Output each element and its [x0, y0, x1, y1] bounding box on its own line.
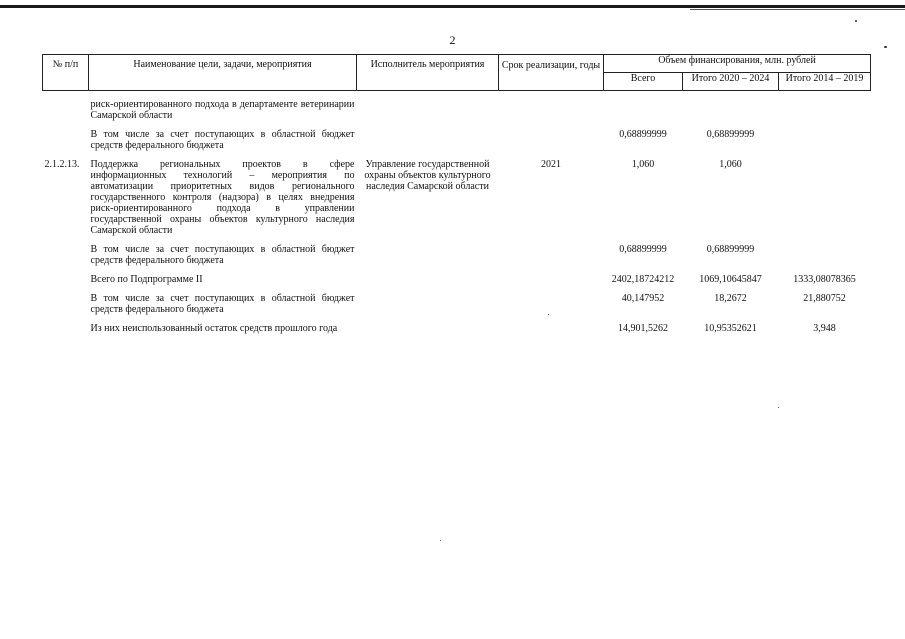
row-total-2014-2019	[779, 129, 871, 151]
row-num	[43, 99, 89, 121]
header-num: № п/п	[43, 55, 89, 91]
scan-speck	[855, 20, 857, 22]
row-num	[43, 244, 89, 266]
table-row	[43, 99, 871, 121]
row-total-2020-2024: 10,95352621	[704, 323, 757, 334]
row-name: Из них неиспользованный остаток средств прошлого года	[90, 323, 338, 334]
row-name: В том числе за счет поступающих в областной бюджет средств федерального бюджета	[90, 293, 355, 315]
row-total-2020-2024: 1,060	[719, 159, 742, 170]
row-name: В том числе за счет поступающих в областной бюджет средств федерального бюджета	[90, 129, 355, 151]
header-total: Всего	[604, 73, 683, 91]
row-total-2014-2019	[779, 244, 871, 266]
row-num	[43, 129, 89, 151]
row-term	[499, 274, 604, 285]
scan-speck	[440, 540, 441, 541]
row-executor	[357, 129, 499, 151]
row-term	[499, 129, 604, 151]
row-num	[43, 323, 89, 334]
row-executor	[357, 323, 499, 334]
row-executor	[357, 293, 499, 315]
row-executor	[357, 99, 499, 121]
row-term	[499, 244, 604, 266]
row-total	[604, 99, 683, 121]
row-num	[43, 293, 89, 315]
row-total: 0,68899999	[619, 129, 667, 140]
row-term: 2021	[541, 159, 561, 170]
row-total-2020-2024: 0,68899999	[706, 244, 755, 255]
row-total: 40,147952	[621, 293, 665, 304]
row-term	[499, 99, 604, 121]
top-rule	[0, 5, 905, 8]
row-executor: Управление государственной охраны объектов культурного наследия Самарской области	[364, 159, 491, 192]
top-rule-thin	[690, 9, 905, 10]
header-total-2014-2019: Итого 2014 – 2019	[779, 73, 871, 91]
table-row	[43, 159, 871, 236]
header-total-2020-2024: Итого 2020 – 2024	[683, 73, 779, 91]
table-row	[43, 129, 871, 151]
row-total: 1,060	[631, 159, 655, 170]
row-executor	[357, 274, 499, 285]
row-total-2020-2024: 1069,10645847	[699, 274, 762, 285]
header-funding: Объем финансирования, млн. рублей	[604, 55, 871, 73]
row-name: Поддержка региональных проектов в сфере информационных технологий – мероприятия по автоматизации приоритетных видов регионального государственного контроля (надзора) в целях внедрения риск-ориентированного подхода в управлении государственной охраны объектов культурного наследия Самарской области	[90, 159, 355, 236]
row-name: риск-ориентированного подхода в департаменте ветеринарии Самарской области	[90, 99, 355, 121]
row-executor	[357, 244, 499, 266]
table-row	[43, 323, 871, 334]
row-name: В том числе за счет поступающих в областной бюджет средств федерального бюджета	[90, 244, 355, 266]
row-name: Всего по Подпрограмме II	[90, 274, 203, 285]
row-total: 14,901,5262	[618, 323, 668, 334]
table-row	[43, 293, 871, 315]
row-num: 2.1.2.13.	[44, 159, 80, 170]
page-number: 2	[449, 33, 456, 47]
row-total-2020-2024: 18,2672	[714, 293, 747, 304]
row-total-2020-2024: 0,68899999	[706, 129, 755, 140]
table-row	[43, 274, 871, 285]
scan-speck	[778, 407, 779, 408]
row-total-2014-2019: 21,880752	[803, 293, 846, 304]
row-num	[43, 274, 89, 285]
header-name: Наименование цели, задачи, мероприятия	[89, 55, 357, 91]
table-row	[43, 244, 871, 266]
row-total-2014-2019	[779, 99, 871, 121]
financing-table	[42, 54, 871, 334]
header-executor: Исполнитель мероприятия	[357, 55, 499, 91]
row-total-2014-2019: 1333,08078365	[793, 274, 856, 285]
row-total: 0,68899999	[619, 244, 667, 255]
row-term	[499, 293, 604, 315]
row-total-2014-2019	[779, 159, 871, 236]
row-total: 2402,18724212	[611, 274, 675, 285]
row-total-2014-2019: 3,948	[813, 323, 836, 334]
row-total-2020-2024	[683, 99, 779, 121]
header-term: Срок реализации, годы	[499, 55, 604, 91]
row-term	[499, 323, 604, 334]
